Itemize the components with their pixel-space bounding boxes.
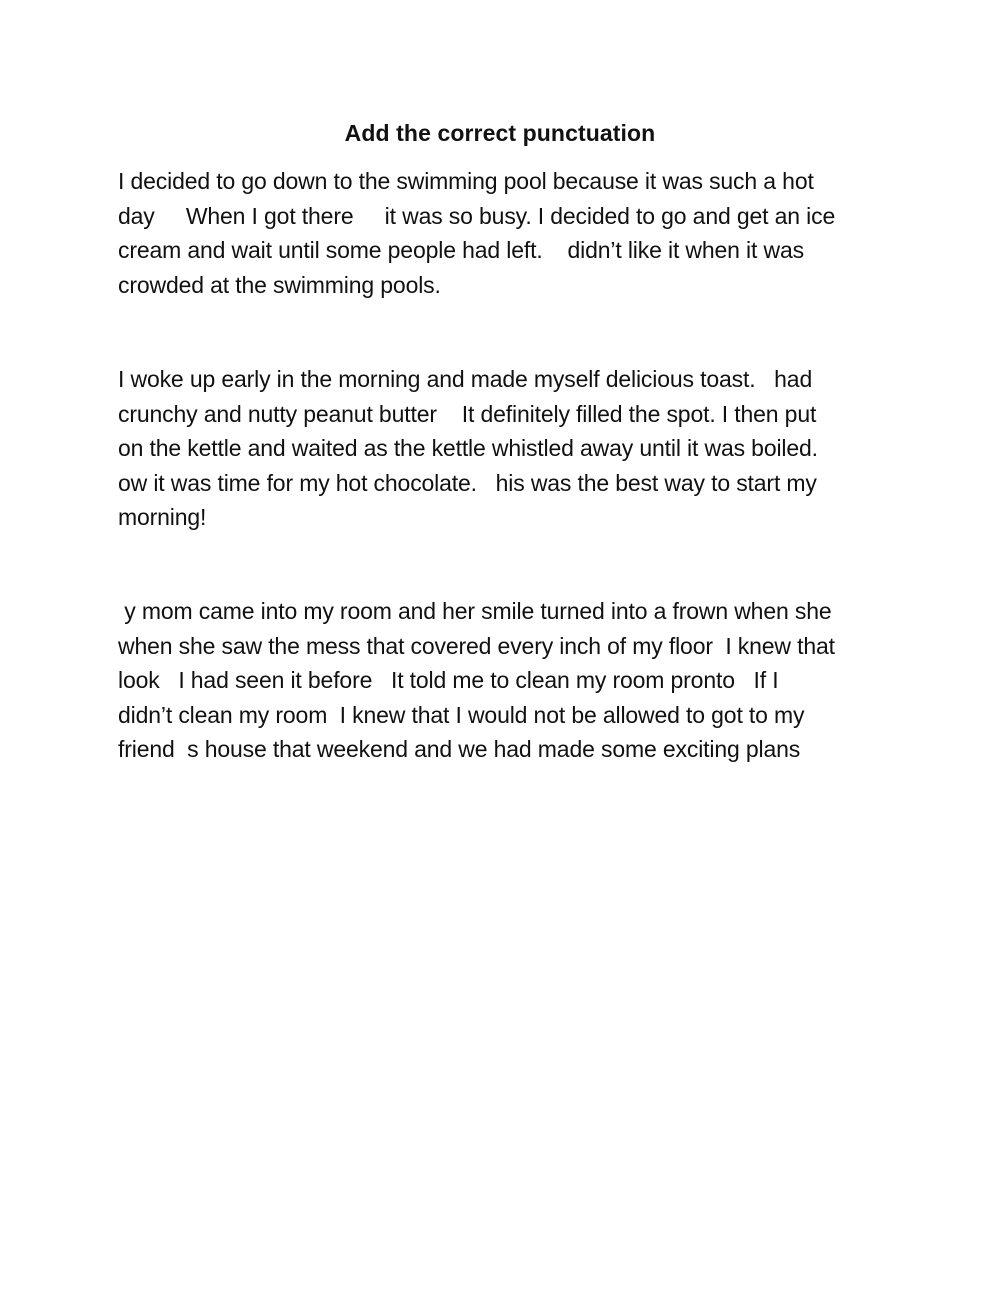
paragraph-messy-room — [118, 594, 908, 767]
text-line: I decided to go down to the swimming pool because it was such a hot — [118, 168, 814, 194]
text-line: when she saw the mess that covered every inch of my floor I knew that — [118, 632, 835, 659]
paragraph-swimming-pool — [118, 164, 908, 302]
text-line: crowded at the swimming pools. — [118, 271, 441, 298]
text-line: morning! — [118, 504, 207, 530]
text-line: didn’t clean my room I knew that I would not be allowed to got to my — [118, 701, 805, 728]
text-line: on the kettle and waited as the kettle whistled away until it was boiled. — [118, 435, 818, 461]
text-line: look I had seen it before It told me to clean my room pronto If I — [118, 667, 779, 693]
worksheet-title: Add the correct punctuation — [344, 120, 656, 146]
text-line: crunchy and nutty peanut butter It definitely filled the spot. I then put — [118, 400, 817, 427]
text-line: y mom came into my room and her smile turned into a frown when she — [118, 598, 832, 624]
text-line: ow it was time for my hot chocolate. his was the best way to start my — [118, 469, 817, 496]
text-line: day When I got there it was so busy. I decided to go and get an ice — [118, 202, 836, 229]
text-line: cream and wait until some people had left. didn’t like it when it was — [118, 237, 804, 263]
text-line: I woke up early in the morning and made myself delicious toast. had — [118, 366, 813, 392]
paragraph-morning-toast — [118, 362, 908, 535]
text-line: friend s house that weekend and we had made some exciting plans — [118, 736, 801, 762]
